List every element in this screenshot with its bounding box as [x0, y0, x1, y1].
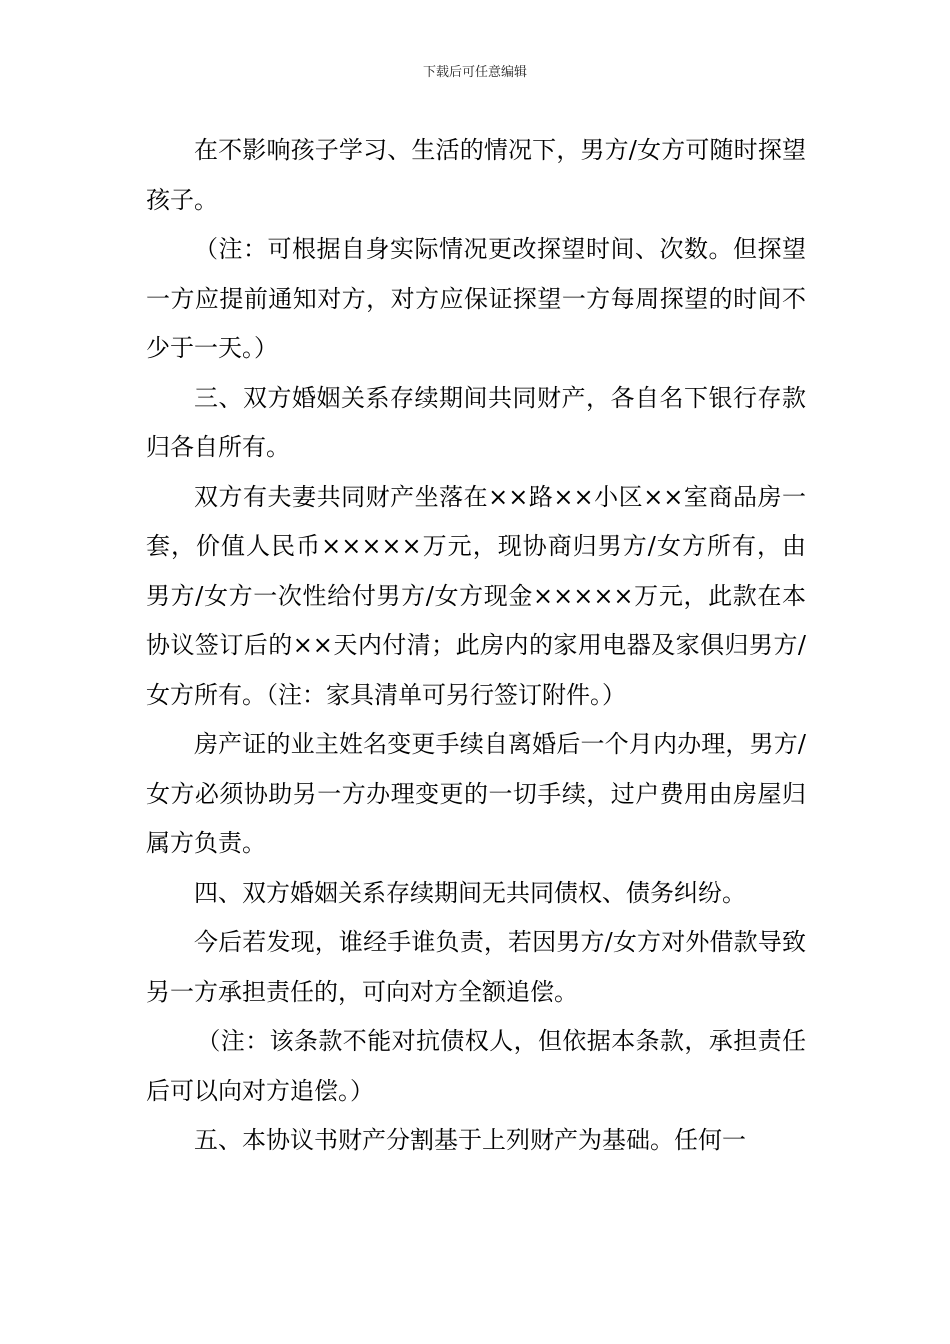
paragraph-clause-4: 四、双方婚姻关系存续期间无共同债权、债务纠纷。 — [194, 878, 746, 907]
paragraph-clause-3: 三、双方婚姻关系存续期间共同财产，各自名下银行存款归各自所有。 — [146, 383, 806, 461]
paragraph-visitation: 在不影响孩子学习、生活的情况下，男方/女方可随时探望孩子。 — [146, 136, 806, 214]
paragraph-debt-note: （注：该条款不能对抗债权人，但依据本条款，承担责任后可以向对方追偿。） — [146, 1027, 806, 1105]
paragraph-property: 双方有夫妻共同财产坐落在××路××小区××室商品房一套，价值人民币×××××万元，现协商归男方/女方所有，由男方/女方一次性给付男方/女方现金×××××万元，此款在本协议签订后的××天内付清；此房内的家用电器及家俱归男方/女方所有。（注：家具清单可另行签订附件。） — [146, 482, 806, 709]
document-body — [146, 126, 806, 1166]
paragraph-deed-transfer: 房产证的业主姓名变更手续自离婚后一个月内办理，男方/女方必须协助另一方办理变更的一切手续，过户费用由房屋归属方负责。 — [146, 730, 806, 857]
paragraph-debt-liability: 今后若发现，谁经手谁负责，若因男方/女方对外借款导致另一方承担责任的，可向对方全额追偿。 — [146, 928, 806, 1006]
paragraph-clause-5: 五、本协议书财产分割基于上列财产为基础。任何一 — [194, 1126, 746, 1154]
page-header: 下载后可任意编辑 — [422, 65, 527, 80]
paragraph-visitation-note: （注：可根据自身实际情况更改探望时间、次数。但探望一方应提前通知对方，对方应保证探望一方每周探望的时间不少于一天。） — [146, 235, 806, 362]
